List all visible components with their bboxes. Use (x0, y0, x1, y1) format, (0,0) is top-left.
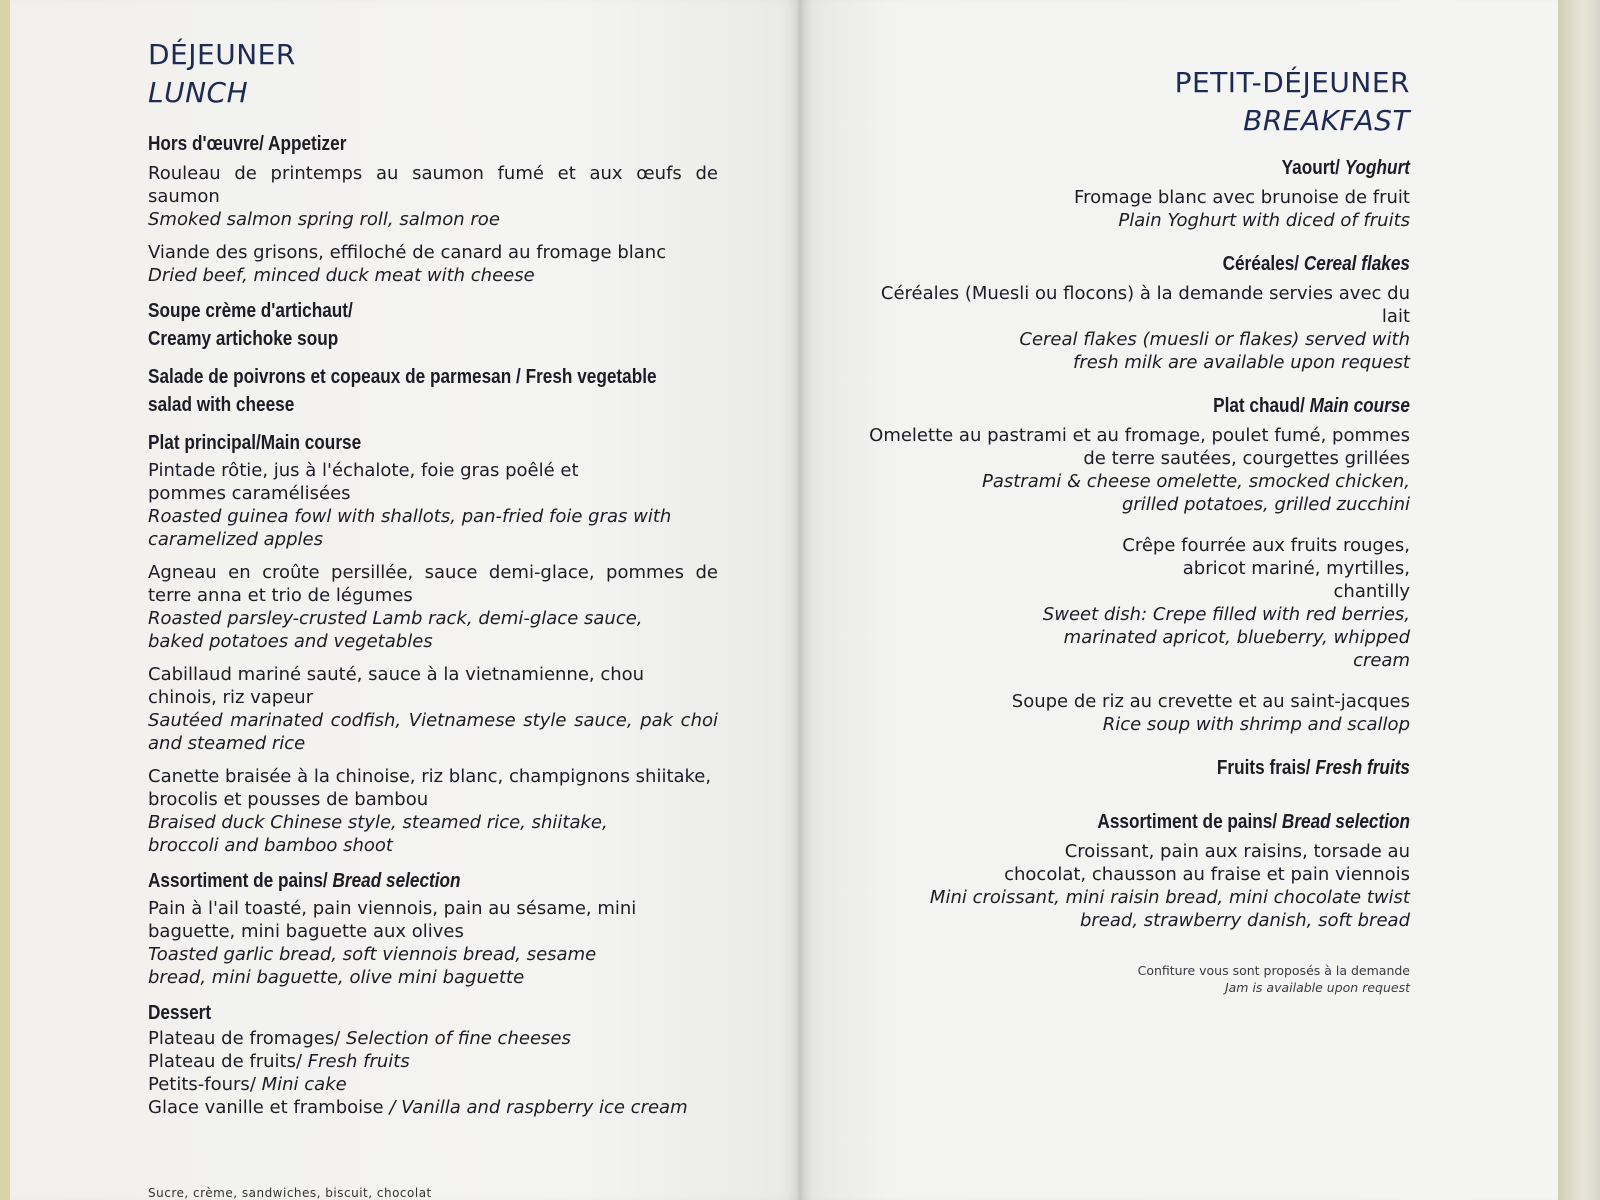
dessert-item (148, 1096, 718, 1119)
heading-fr: Assortiment de pains/ (1097, 811, 1282, 833)
menu-item (860, 424, 1410, 516)
menu-item (148, 459, 588, 505)
item-en: Cereal flakes (muesli or flakes) served with fresh milk are available upon request (1019, 329, 1410, 373)
menu-item (860, 690, 1410, 736)
hot-dish-section (860, 392, 1410, 736)
salad-heading (148, 363, 718, 419)
heading-fr: Plat chaud/ (1213, 395, 1310, 417)
jam-note (860, 962, 1410, 996)
heading-en: Yoghurt (1344, 157, 1410, 179)
item-en: Roasted guinea fowl with shallots, pan-fried foie gras with caramelized apples (148, 506, 672, 550)
item-fr: Croissant, pain aux raisins, torsade au chocolat, chausson au fraise et pain viennois (1004, 841, 1410, 885)
dessert-en: Mini cake (261, 1074, 347, 1095)
section-heading (937, 154, 1410, 182)
jam-note-fr: Confiture vous sont proposés à la demande (1137, 963, 1410, 978)
dessert-fr: Glace vanille et framboise (148, 1097, 390, 1118)
menu-item (148, 561, 718, 653)
lunch-title (148, 36, 718, 112)
cut-off-footer-text: Sucre, crème, sandwiches, biscuit, chocolat (148, 1186, 432, 1200)
dessert-list (148, 1027, 718, 1119)
item-fr: Agneau en croûte persillée, sauce demi-glace, pommes de terre anna et trio de légumes (148, 562, 718, 606)
dessert-en: / Vanilla and raspberry ice cream (389, 1097, 688, 1118)
table-surface (1556, 0, 1600, 1200)
soup-heading-fr: Soupe crème d'artichaut/ (148, 300, 353, 322)
menu-item (148, 765, 718, 857)
item-fr: Crêpe fourrée aux fruits rouges, abricot mariné, myrtilles, chantilly (1122, 535, 1410, 602)
item-en: Sautéed marinated codfish, Vietnamese style sauce, pak choi and steamed rice (148, 710, 718, 754)
dessert-fr: Plateau de fruits/ (148, 1051, 308, 1072)
item-en: Braised duck Chinese style, steamed rice, shiitake, broccoli and bamboo shoot (148, 812, 608, 856)
section-heading (937, 392, 1410, 420)
section-heading (937, 754, 1410, 782)
item-fr: Céréales (Muesli ou flocons) à la demande servies avec du lait (880, 283, 1410, 327)
item-en: Pastrami & cheese omelette, smocked chicken, grilled potatoes, grilled zucchini (981, 471, 1410, 515)
menu-item (860, 534, 1410, 672)
menu-item (860, 186, 1410, 232)
item-fr: Pintade rôtie, jus à l'échalote, foie gras poêlé et pommes caramélisées (148, 460, 579, 504)
menu-item (148, 241, 718, 287)
main-course-heading: Plat principal/Main course (148, 432, 362, 454)
lunch-title-en: LUNCH (148, 76, 249, 109)
cereal-section (860, 250, 1410, 374)
bread-section (860, 808, 1410, 932)
breakfast-column (860, 64, 1410, 996)
breakfast-title-en: BREAKFAST (1243, 104, 1410, 137)
dessert-item (148, 1027, 718, 1050)
appetizer-heading: Hors d'œuvre/ Appetizer (148, 133, 347, 155)
item-en: Dried beef, minced duck meat with cheese (148, 265, 535, 286)
dessert-en: Selection of fine cheeses (345, 1028, 571, 1049)
bread-heading-fr: Assortiment de pains/ (148, 870, 333, 892)
bread-heading-en: Bread selection (332, 870, 461, 892)
menu-item (860, 840, 1410, 932)
fresh-fruits-section (860, 754, 1410, 782)
item-fr: Canette braisée à la chinoise, riz blanc, champignons shiitake, brocolis et pousses de bambou (148, 766, 712, 810)
item-en: Sweet dish: Crepe filled with red berries, marinated apricot, blueberry, whipped cream (1042, 604, 1410, 671)
menu-item (148, 663, 718, 755)
menu-item (860, 282, 1410, 374)
breakfast-title-fr: PETIT-DÉJEUNER (1174, 66, 1410, 99)
heading-en: Cereal flakes (1303, 253, 1410, 275)
heading-fr: Yaourt/ (1281, 157, 1345, 179)
salad-heading-line2: salad with cheese (148, 394, 295, 416)
item-fr: Omelette au pastrami et au fromage, poulet fumé, pommes de terre sautées, courgettes grillées (869, 425, 1410, 469)
dessert-heading: Dessert (148, 1002, 212, 1024)
section-heading (937, 808, 1410, 836)
heading-en: Main course (1309, 395, 1410, 417)
item-en: Rice soup with shrimp and scallop (1102, 714, 1410, 735)
item-fr: Soupe de riz au crevette et au saint-jacques (1011, 691, 1410, 712)
item-en: Mini croissant, mini raisin bread, mini chocolate twist bread, strawberry danish, soft bread (929, 887, 1410, 931)
heading-en: Bread selection (1281, 811, 1410, 833)
item-fr: Fromage blanc avec brunoise de fruit (1074, 187, 1410, 208)
heading-fr: Fruits frais/ (1216, 757, 1316, 779)
menu-item (148, 897, 638, 989)
item-en: Plain Yoghurt with diced of fruits (1118, 210, 1410, 231)
dessert-fr: Petits-fours/ (148, 1074, 262, 1095)
heading-en: Fresh fruits (1315, 757, 1410, 779)
item-fr: Pain à l'ail toasté, pain viennois, pain au sésame, mini baguette, mini baguette aux olives (148, 898, 637, 942)
item-en: Toasted garlic bread, soft viennois bread, sesame bread, mini baguette, olive mini baguette (148, 944, 597, 988)
item-fr: Viande des grisons, effiloché de canard au fromage blanc (148, 242, 667, 263)
item-fr: Rouleau de printemps au saumon fumé et aux œufs de saumon (148, 163, 718, 207)
dessert-item (148, 1073, 718, 1096)
bread-heading (148, 867, 638, 895)
soup-heading (148, 297, 718, 353)
yoghurt-section (860, 154, 1410, 232)
breakfast-title (860, 64, 1410, 140)
lunch-title-fr: DÉJEUNER (148, 38, 296, 71)
lunch-column (148, 36, 718, 1119)
section-heading (937, 250, 1410, 278)
item-en: Smoked salmon spring roll, salmon roe (148, 209, 500, 230)
item-fr: Cabillaud mariné sauté, sauce à la vietnamienne, chou chinois, riz vapeur (148, 664, 645, 708)
soup-heading-en: Creamy artichoke soup (148, 328, 339, 350)
item-en: Roasted parsley-crusted Lamb rack, demi-glace sauce, baked potatoes and vegetables (148, 608, 643, 652)
heading-fr: Céréales/ (1222, 253, 1304, 275)
dessert-item (148, 1050, 718, 1073)
dessert-en: Fresh fruits (307, 1051, 410, 1072)
dessert-fr: Plateau de fromages/ (148, 1028, 346, 1049)
salad-heading-line1: Salade de poivrons et copeaux de parmesan / Fresh vegetable (148, 366, 657, 388)
menu-item (148, 162, 718, 231)
jam-note-en: Jam is available upon request (1224, 980, 1410, 995)
